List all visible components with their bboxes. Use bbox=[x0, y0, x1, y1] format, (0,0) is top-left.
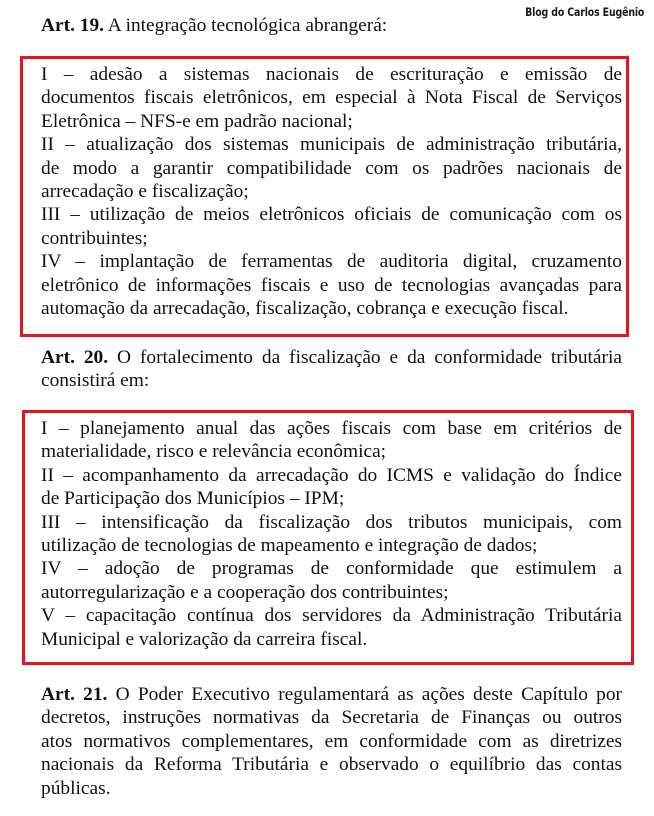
item-line: automação da arrecadação, fiscalização, cobrança e execução fiscal. bbox=[41, 297, 569, 319]
item-line: Municipal e valorização da carreira fiscal. bbox=[41, 628, 368, 650]
article-21-line: públicas. bbox=[41, 777, 111, 799]
article-21-line: nacionais da Reforma Tributária e observado o equilíbrio das contas bbox=[41, 754, 622, 776]
item-line: de modo a garantir compatibilidade com os padrões nacionais de bbox=[41, 157, 622, 179]
article-21-line bbox=[41, 683, 622, 706]
article-20-items bbox=[41, 417, 622, 651]
item-line: I – planejamento anual das ações fiscais com base em critérios de bbox=[41, 418, 622, 439]
article-21 bbox=[41, 683, 622, 800]
item-line: arrecadação e fiscalização; bbox=[41, 180, 249, 202]
item-line: contribuintes; bbox=[41, 227, 148, 249]
item-line: utilização de tecnologias de mapeamento e integração de dados; bbox=[41, 534, 538, 556]
blog-watermark: Blog do Carlos Eugênio bbox=[524, 5, 644, 19]
article-19-label: Art. 19. bbox=[41, 15, 105, 36]
article-20-text: O fortalecimento da fiscalização e da conformidade tributária bbox=[108, 347, 622, 368]
item-line: III – utilização de meios eletrônicos oficiais de comunicação com os bbox=[41, 204, 622, 226]
item-line: materialidade, risco e relevância econômica; bbox=[41, 441, 387, 463]
article-21-text: O Poder Executivo regulamentará as ações deste Capítulo por bbox=[107, 684, 622, 705]
article-19-line bbox=[41, 14, 622, 37]
article-21-label: Art. 21. bbox=[41, 684, 108, 705]
item-line: IV – implantação de ferramentas de auditoria digital, cruzamento bbox=[41, 251, 622, 273]
item-line: II – acompanhamento da arrecadação do ICMS e validação do Índice bbox=[41, 464, 622, 486]
item-line: III – intensificação da fiscalização dos tributos municipais, com bbox=[41, 511, 622, 533]
item-line: eletrônico de informações fiscais e uso de tecnologias avançadas para bbox=[41, 274, 622, 296]
item-line: Eletrônica – NFS-e em padrão nacional; bbox=[41, 110, 353, 132]
article-20-label: Art. 20. bbox=[41, 347, 109, 368]
item-line: V – capacitação contínua dos servidores da Administração Tributária bbox=[41, 605, 622, 627]
article-19-intro bbox=[41, 14, 622, 37]
article-21-line: decretos, instruções normativas da Secretaria de Finanças ou outros bbox=[41, 707, 622, 729]
article-19-items bbox=[41, 63, 622, 320]
article-20-intro bbox=[41, 346, 622, 393]
item-line: autorregularização e a cooperação dos contribuintes; bbox=[41, 581, 449, 603]
article-19-text: A integração tecnológica abrangerá: bbox=[104, 15, 388, 36]
article-20-line bbox=[41, 346, 622, 369]
item-line: IV – adoção de programas de conformidade que estimulem a bbox=[41, 558, 622, 580]
item-line: documentos fiscais eletrônicos, em especial à Nota Fiscal de Serviços bbox=[41, 87, 622, 109]
item-line: de Participação dos Municípios – IPM; bbox=[41, 488, 345, 510]
item-line: II – atualização dos sistemas municipais de administração tributária, bbox=[41, 134, 622, 156]
item-line: I – adesão a sistemas nacionais de escrituração e emissão de bbox=[41, 64, 622, 85]
article-21-line: atos normativos complementares, em conformidade com as diretrizes bbox=[41, 730, 622, 752]
article-20-line: consistirá em: bbox=[41, 370, 150, 392]
